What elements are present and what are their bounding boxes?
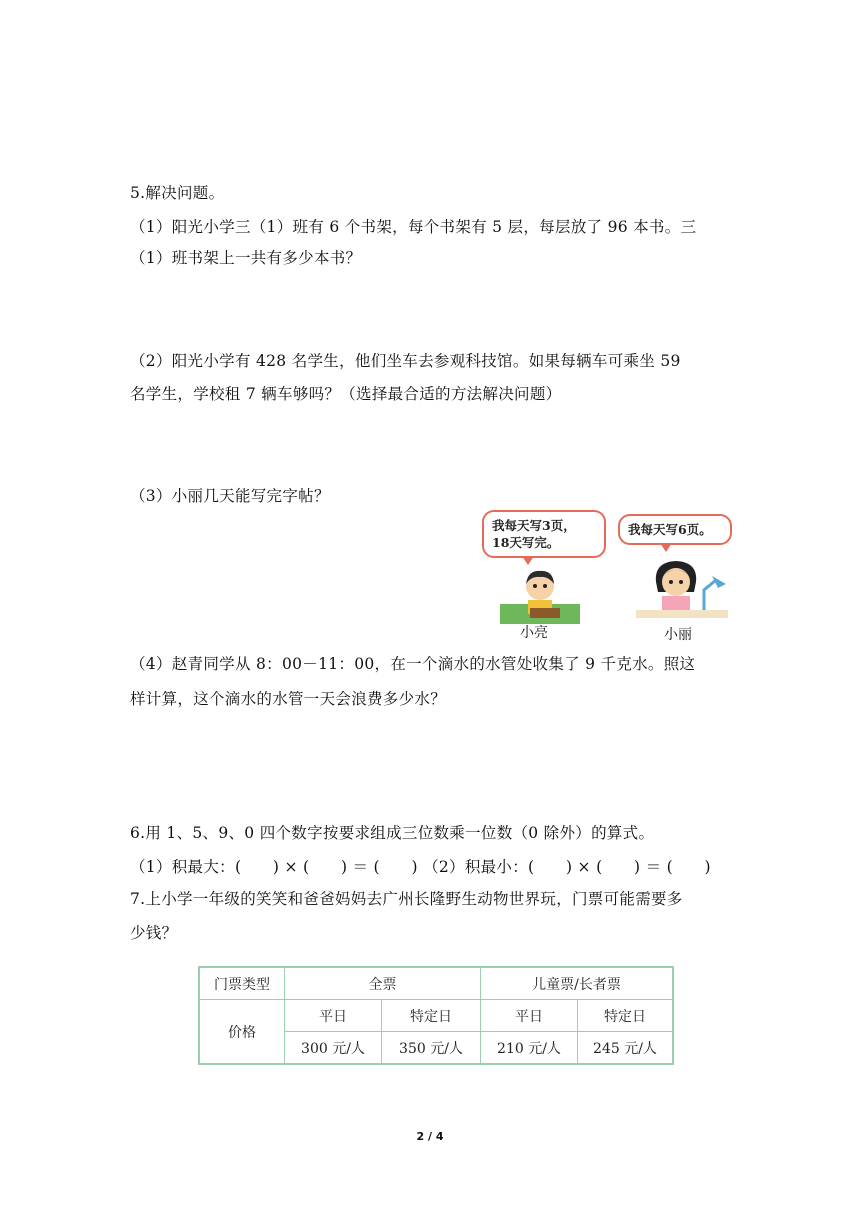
question-5-4-line-2: 样计算，这个滴水的水管一天会浪费多少水？	[130, 690, 447, 708]
table-row	[199, 967, 673, 1000]
question-5-4-line-1: （4）赵青同学从 8：00－11：00，在一个滴水的水管处收集了 9 千克水。照这	[130, 655, 696, 673]
table-row	[199, 1000, 673, 1032]
xiaoli-name: 小丽	[664, 627, 692, 643]
xiaoli-speech-bubble	[618, 514, 732, 545]
question-5-1-line-1: （1）阳光小学三（1）班有 6 个书架，每个书架有 5 层，每层放了 96 本书。三	[130, 218, 697, 236]
child-weekday-price: 210 元/人	[481, 1032, 578, 1065]
question-5-title: 5.解决问题。	[130, 184, 225, 202]
xiaoli-speech-line: 我每天写6页。	[628, 522, 712, 537]
xiaoliang-speech-bubble	[482, 510, 606, 558]
page-number: 2 / 4	[416, 1130, 444, 1143]
girl-writing-icon	[632, 556, 732, 626]
header-ticket-type: 门票类型	[199, 967, 285, 1000]
question-5-3: （3）小丽几天能写完字帖？	[130, 487, 330, 505]
question-6-title: 6.用 1、5、9、0 四个数字按要求组成三位数乘一位数（0 除外）的算式。	[130, 824, 655, 842]
question-7-line-2: 少钱？	[130, 924, 178, 942]
full-weekday-price: 300 元/人	[285, 1032, 382, 1065]
full-special-day-label: 特定日	[382, 1000, 481, 1032]
row-label-price: 价格	[199, 1000, 285, 1065]
question-7-line-1: 7.上小学一年级的笑笑和爸爸妈妈去广州长隆野生动物世界玩，门票可能需要多	[130, 890, 683, 908]
child-special-day-label: 特定日	[578, 1000, 674, 1032]
question-5-2-line-1: （2）阳光小学有 428 名学生，他们坐车去参观科技馆。如果每辆车可乘坐 59	[130, 352, 681, 370]
xiaoliang-illustration	[470, 510, 610, 640]
full-special-price: 350 元/人	[382, 1032, 481, 1065]
header-child-senior-ticket: 儿童票/长者票	[481, 967, 674, 1000]
ticket-price-table	[198, 966, 674, 1065]
question-5-2-line-2: 名学生，学校租 7 辆车够吗？（选择最合适的方法解决问题）	[130, 385, 562, 403]
xiaoliang-speech-line-2: 18天写完。	[492, 535, 560, 550]
full-weekday-label: 平日	[285, 1000, 382, 1032]
xiaoli-illustration	[612, 510, 742, 642]
boy-writing-icon	[500, 566, 580, 624]
header-full-ticket: 全票	[285, 967, 481, 1000]
question-5-1-line-2: （1）班书架上一共有多少本书？	[130, 249, 362, 267]
xiaoliang-name: 小亮	[520, 625, 548, 641]
child-weekday-label: 平日	[481, 1000, 578, 1032]
question-6-subquestions: （1）积最大：( ) × ( ) ＝ ( ) （2）积最小：( ) × ( ) ＝ ( )	[130, 858, 711, 876]
child-special-price: 245 元/人	[578, 1032, 674, 1065]
xiaoliang-speech-line-1: 我每天写3页，	[492, 518, 576, 533]
